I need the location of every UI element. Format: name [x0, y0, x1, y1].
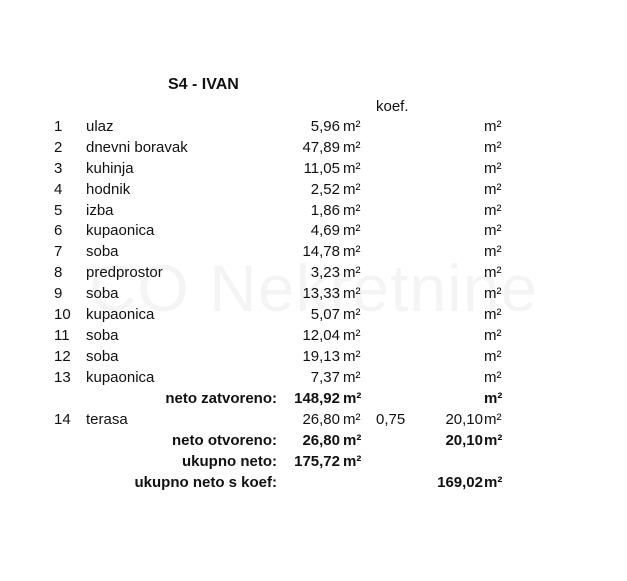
area-unit: m² [343, 390, 362, 407]
room-name: soba [86, 285, 119, 302]
area-unit: m² [343, 432, 362, 449]
area-unit: m² [343, 264, 361, 281]
area-unit: m² [343, 348, 361, 365]
room-area: 26,80 [302, 411, 340, 428]
room-name: kupaonica [86, 369, 155, 386]
page-title: S4 - IVAN [168, 76, 239, 93]
koef-area-unit: m² [484, 160, 502, 177]
coefficient-value: 0,75 [376, 411, 406, 428]
area-unit: m² [343, 411, 361, 428]
koef-area-unit: m² [484, 202, 502, 219]
room-area: 47,89 [302, 139, 340, 156]
room-area: 1,86 [310, 202, 340, 219]
neto-zatvoreno-row [0, 390, 627, 411]
room-name: soba [86, 243, 119, 260]
table-row [0, 348, 627, 369]
koef-area-unit: m² [484, 369, 502, 386]
area-unit: m² [343, 369, 361, 386]
table-row [0, 139, 627, 160]
koef-area-unit: m² [484, 327, 502, 344]
room-number: 10 [54, 306, 71, 323]
room-area: 11,05 [303, 160, 340, 177]
room-number: 1 [54, 118, 63, 135]
area-unit: m² [343, 285, 361, 302]
room-name: kupaonica [86, 222, 155, 239]
room-number: 9 [54, 285, 63, 302]
neto-zatvoreno-label: neto zatvoreno: [165, 390, 277, 407]
koef-area-unit: m² [484, 118, 502, 135]
koef-area-unit: m² [484, 139, 502, 156]
ukupno-neto-koef-label: ukupno neto s koef: [134, 474, 277, 491]
room-area: 2,52 [310, 181, 340, 198]
room-name: kuhinja [86, 160, 134, 177]
room-area: 13,33 [302, 285, 340, 302]
room-number: 13 [54, 369, 71, 386]
table-row [0, 306, 627, 327]
room-area: 19,13 [302, 348, 340, 365]
table-row [0, 222, 627, 243]
table-row [0, 160, 627, 181]
area-unit: m² [343, 202, 361, 219]
room-number: 5 [54, 202, 63, 219]
area-unit: m² [343, 118, 361, 135]
room-area: 5,96 [310, 118, 340, 135]
koef-area-unit: m² [484, 306, 502, 323]
room-number: 4 [54, 181, 63, 198]
neto-otvoreno-area: 26,80 [302, 432, 340, 449]
ukupno-neto-area: 175,72 [294, 453, 340, 470]
area-unit: m² [343, 453, 362, 470]
room-name: predprostor [86, 264, 163, 281]
room-area: 4,69 [310, 222, 340, 239]
koef-area: 20,10 [445, 411, 483, 428]
room-area: 12,04 [302, 327, 340, 344]
room-number: 2 [54, 139, 63, 156]
room-name: soba [86, 327, 119, 344]
koef-area-unit: m² [484, 243, 502, 260]
koef-area-unit: m² [484, 285, 502, 302]
room-area: 3,23 [310, 264, 340, 281]
table-row [0, 243, 627, 264]
koef-area-unit: m² [484, 181, 502, 198]
room-name: soba [86, 348, 119, 365]
area-unit: m² [343, 139, 361, 156]
neto-zatvoreno-area: 148,92 [294, 390, 340, 407]
room-name: dnevni boravak [86, 139, 188, 156]
room-area: 14,78 [302, 243, 340, 260]
ukupno-neto-label: ukupno neto: [182, 453, 277, 470]
area-unit: m² [343, 243, 361, 260]
room-name: ulaz [86, 118, 114, 135]
room-name: terasa [86, 411, 128, 428]
table-row [0, 181, 627, 202]
table-row [0, 264, 627, 285]
room-number: 14 [54, 411, 71, 428]
terasa-row [0, 411, 627, 432]
ukupno-neto-koef-row [0, 474, 627, 495]
koef-area-unit: m² [484, 411, 502, 428]
room-number: 6 [54, 222, 63, 239]
koef-area-unit: m² [484, 390, 503, 407]
koef-area-unit: m² [484, 432, 503, 449]
area-unit: m² [343, 160, 361, 177]
neto-otvoreno-row [0, 432, 627, 453]
table-row [0, 202, 627, 223]
area-unit: m² [343, 327, 361, 344]
area-unit: m² [343, 181, 361, 198]
koef-area-unit: m² [484, 348, 502, 365]
neto-otvoreno-label: neto otvoreno: [172, 432, 277, 449]
area-unit: m² [343, 222, 361, 239]
room-name: izba [86, 202, 114, 219]
room-area: 5,07 [310, 306, 340, 323]
table-row [0, 285, 627, 306]
table-row [0, 118, 627, 139]
ukupno-neto-koef-area: 169,02 [437, 474, 483, 491]
area-unit: m² [343, 306, 361, 323]
room-area: 7,37 [310, 369, 340, 386]
koef-area-unit: m² [484, 474, 503, 491]
room-number: 8 [54, 264, 63, 281]
koef-area-unit: m² [484, 264, 502, 281]
room-number: 7 [54, 243, 63, 260]
room-number: 11 [54, 327, 70, 344]
neto-otvoreno-koef-area: 20,10 [445, 432, 483, 449]
room-number: 12 [54, 348, 71, 365]
room-number: 3 [54, 160, 63, 177]
table-row [0, 327, 627, 348]
room-name: hodnik [86, 181, 131, 198]
ukupno-neto-row [0, 453, 627, 474]
table-row [0, 369, 627, 390]
koef-area-unit: m² [484, 222, 502, 239]
room-name: kupaonica [86, 306, 155, 323]
koef-column-header: koef. [376, 98, 409, 115]
